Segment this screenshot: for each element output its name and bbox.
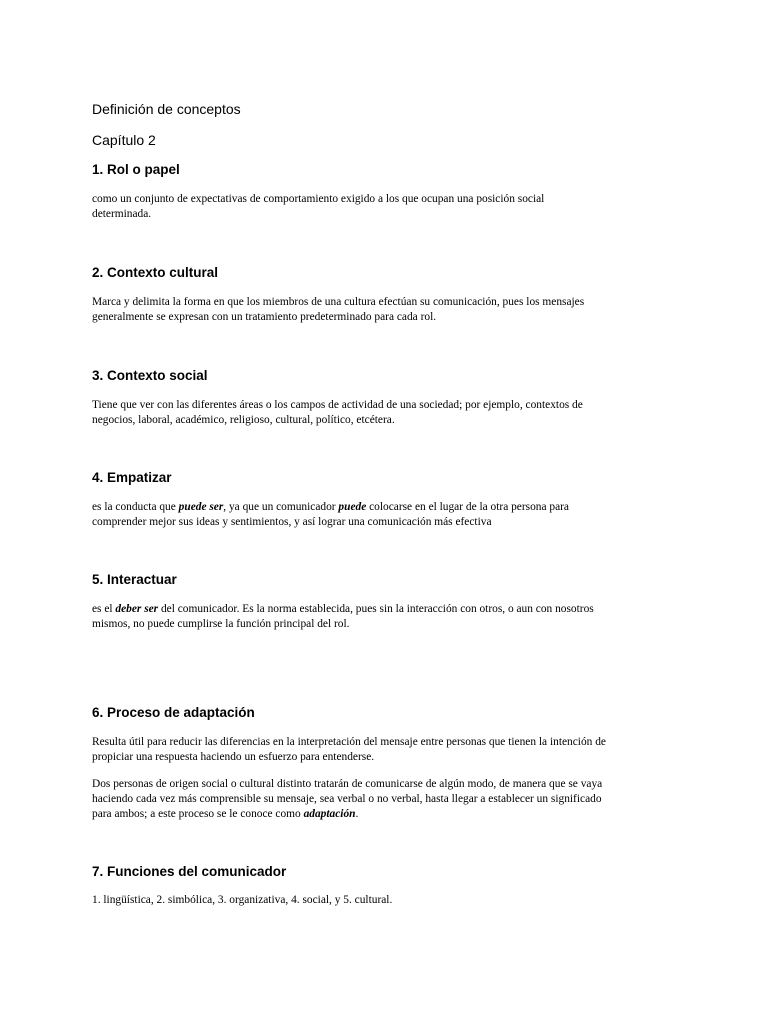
emphasis-text: puede	[338, 501, 367, 513]
section-heading: 5. Interactuar	[92, 572, 177, 587]
body-line	[92, 602, 692, 617]
body-line: 1. lingüística, 2. simbólica, 3. organizativa, 4. social, y 5. cultural.	[92, 894, 393, 906]
body-line	[92, 500, 692, 515]
section-heading: 4. Empatizar	[92, 470, 172, 485]
body-line: como un conjunto de expectativas de comportamiento exigido a los que ocupan una posición social	[92, 193, 545, 205]
chapter-label: Capítulo 2	[92, 132, 156, 148]
section-body	[92, 500, 692, 530]
body-line: Dos personas de origen social o cultural distinto tratarán de comunicarse de algún modo, de manera que se vaya	[92, 778, 603, 790]
text-run: , ya que un comunicador	[223, 501, 339, 513]
body-line: Resulta útil para reducir las diferencias en la interpretación del mensaje entre personas que tienen la intención de	[92, 736, 606, 748]
section-body	[92, 192, 692, 222]
section-body	[92, 777, 692, 822]
emphasis-text: puede ser	[178, 501, 224, 513]
body-line: Marca y delimita la forma en que los miembros de una cultura efectúan su comunicación, pues los mensajes	[92, 296, 585, 308]
document-title: Definición de conceptos	[92, 101, 241, 117]
section-body	[92, 602, 692, 632]
body-line: negocios, laboral, académico, religioso, cultural, político, etcétera.	[92, 414, 395, 426]
text-run: para ambos; a este proceso se le conoce como	[92, 808, 304, 820]
section-heading: 7. Funciones del comunicador	[92, 864, 287, 879]
text-run: del comunicador. Es la norma establecida, pues sin la interacción con otros, o aun con nosotros	[158, 603, 594, 615]
text-run: es la conducta que	[92, 501, 179, 513]
text-run: colocarse en el lugar de la otra persona para	[366, 501, 569, 513]
body-line: comprender mejor sus ideas y sentimientos, y así lograr una comunicación más efectiva	[92, 516, 492, 528]
section-body	[92, 893, 692, 908]
emphasis-text: adaptación	[303, 808, 356, 820]
section-body	[92, 398, 692, 428]
body-line: Tiene que ver con las diferentes áreas o los campos de actividad de una sociedad; por ejemplo, contextos de	[92, 399, 583, 411]
body-line: haciendo cada vez más comprensible su mensaje, sea verbal o no verbal, hasta llegar a establecer un significado	[92, 793, 602, 805]
text-run: .	[355, 808, 359, 820]
body-line	[92, 807, 692, 822]
text-run: es el	[92, 603, 116, 615]
body-line: mismos, no puede cumplirse la función principal del rol.	[92, 618, 350, 630]
section-heading: 6. Proceso de adaptación	[92, 705, 255, 720]
section-body	[92, 735, 692, 765]
section-body	[92, 295, 692, 325]
body-line: determinada.	[92, 208, 152, 220]
body-line: propiciar una respuesta haciendo un esfuerzo para entenderse.	[92, 751, 375, 763]
body-line: generalmente se expresan con un tratamiento predeterminado para cada rol.	[92, 311, 437, 323]
section-heading: 2. Contexto cultural	[92, 265, 219, 280]
emphasis-text: deber ser	[115, 603, 159, 615]
section-heading: 3. Contexto social	[92, 368, 208, 383]
section-heading: 1. Rol o papel	[92, 162, 180, 177]
